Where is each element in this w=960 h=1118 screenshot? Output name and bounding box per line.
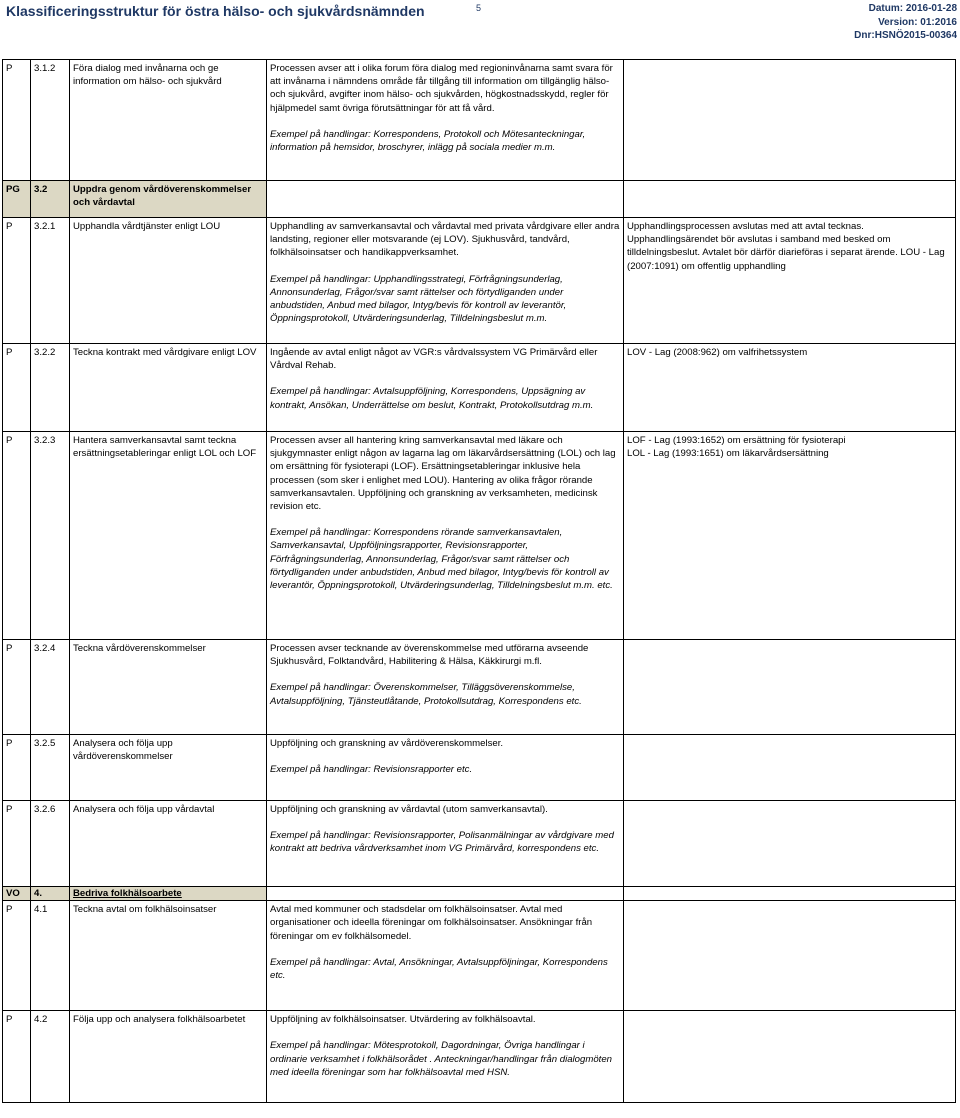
example-documents: Exempel på handlingar: Korrespondens, Protokoll och Mötesanteckningar, information på hemsidor, broschyrer, inlägg på sociala medier m.m. <box>270 128 586 154</box>
row-name: Uppdra genom vårdöverenskommelser och vårdavtal <box>70 181 267 218</box>
row-type: P <box>3 801 31 887</box>
row-code: 3.2 <box>31 181 70 218</box>
row-type: P <box>3 640 31 735</box>
row-description <box>267 801 624 887</box>
document-meta <box>854 2 957 43</box>
document-date: Datum: 2016-01-28 <box>868 3 957 14</box>
example-documents: Exempel på handlingar: Korrespondens rörande samverkansavtalen, Samverkansavtal, Uppföljningsrapporter, Revisionsrapporter, Förfrågningsunderlag, Annonsunderlag, Frågor/svar samt rättelser och förtydliganden under anbudstiden, Anbud med bilagor, Intyg/bevis för kontroll av leverantör, Öppningsprotokoll, Utvärderingsunderlag, Tilldelningsbeslut m.m. etc. <box>270 527 613 592</box>
process-row-3-2-4 <box>3 640 956 735</box>
row-note: Upphandlingsprocessen avslutas med att avtal tecknas. Upphandlingsärendet bör avslutas i samband med besked om tilldelningsbeslut. Avtalet bör därför diarieföras i separat ärende. LOU - Lag (2007:1091) om offentlig upphandling <box>624 218 956 344</box>
example-documents: Exempel på handlingar: Överenskommelser, Tilläggsöverenskommelse, Avtalsuppföljning, Tjänsteutlåtande, Protokollsutdrag, Korrespondens etc. <box>270 682 582 707</box>
row-name: Hantera samverkansavtal samt teckna ersättningsetableringar enligt LOL och LOF <box>70 432 267 640</box>
row-type: PG <box>3 181 31 218</box>
description-text: Avtal med kommuner och stadsdelar om folkhälsoinsatser. Avtal med organisationer och ideella föreningar om folkhälsoinsatser. Ansökningar från föreningar om ev folkhälsomedel. <box>270 904 593 942</box>
process-row-4-2 <box>3 1011 956 1103</box>
example-documents: Exempel på handlingar: Upphandlingsstrategi, Förfrågningsunderlag, Annonsunderlag, Frågor/svar samt rättelser och förtydliganden under anbudstiden, Anbud med bilagor, Intyg/bevis för kontroll av leverantör, Öppningsprotokoll, Utvärderingsunderlag, Tilldelningsbeslut m.m. <box>270 273 567 325</box>
row-type: VO <box>3 887 31 901</box>
description-text: Uppföljning av folkhälsoinsatser. Utvärdering av folkhälsoavtal. <box>270 1014 536 1026</box>
empty-cell <box>267 887 624 901</box>
row-type: P <box>3 60 31 181</box>
process-row-3-2-3 <box>3 432 956 640</box>
process-row-3-2-6 <box>3 801 956 887</box>
row-note <box>624 901 956 1011</box>
row-name: Följa upp och analysera folkhälsoarbetet <box>70 1011 267 1103</box>
row-name: Analysera och följa upp vårdavtal <box>70 801 267 887</box>
page-header <box>0 0 960 45</box>
row-description <box>267 60 624 181</box>
description-text: Processen avser att i olika forum föra dialog med regioninvånarna samt svara för att invånarna i nämndens område får tillgång till information om tillgänglig hälso- och sjukvård, avgifter inom hälso- och sjukvården, högkostnadsskydd, regler för hjälpmedel samt övriga förutsättningar för att få vård. <box>270 63 613 114</box>
document-title: Klassificeringsstruktur för östra hälso- och sjukvårdsnämnden <box>6 3 425 19</box>
document-version: Version: 01:2016 <box>878 16 957 28</box>
row-note <box>624 640 956 735</box>
row-note <box>624 735 956 801</box>
row-type: P <box>3 432 31 640</box>
example-documents: Exempel på handlingar: Revisionsrapporter etc. <box>270 764 473 776</box>
verksamhetsomrade-row-4 <box>3 887 956 901</box>
description-text: Uppföljning och granskning av vårdöverenskommelser. <box>270 738 504 749</box>
process-row-3-2-1 <box>3 218 956 344</box>
document-dnr: Dnr:HSNÖ2015-00364 <box>854 30 957 41</box>
row-type: P <box>3 901 31 1011</box>
description-text: Processen avser tecknande av överenskommelse med utförarna avseende Sjukhusvård, Folktandvård, Habilitering & Hälsa, Käkkirurgi m.fl. <box>270 643 589 668</box>
row-description <box>267 735 624 801</box>
row-code: 3.2.6 <box>31 801 70 887</box>
row-description <box>267 218 624 344</box>
description-text: Upphandling av samverkansavtal och vårdavtal med privata vårdgivare eller andra landsting, regioner eller motsvarande (ej LOV). Sjukhusvård, tandvård, folkhälsoinsatser och handikappverksamhet. <box>270 221 620 259</box>
row-code: 3.1.2 <box>31 60 70 181</box>
classification-table <box>2 59 956 1103</box>
row-code: 4.2 <box>31 1011 70 1103</box>
example-documents: Exempel på handlingar: Avtal, Ansökningar, Avtalsuppföljningar, Korrespondens etc. <box>270 956 608 982</box>
row-description <box>267 1011 624 1103</box>
process-row-3-2-2 <box>3 344 956 432</box>
row-code: 3.2.5 <box>31 735 70 801</box>
row-code: 4. <box>31 887 70 901</box>
description-text: Uppföljning och granskning av vårdavtal (utom samverkansavtal). <box>270 804 548 815</box>
row-name: Teckna avtal om folkhälsoinsatser <box>70 901 267 1011</box>
process-row-4-1 <box>3 901 956 1011</box>
example-documents: Exempel på handlingar: Mötesprotokoll, Dagordningar, Övriga handlingar i ordinarie verksamhet i folkhälsorådet . Anteckningar/handlingar från dialogmöten med ideella föreningar som har folkhälsoavtal med HSN. <box>270 1040 613 1078</box>
process-row-3-1-2 <box>3 60 956 181</box>
row-code: 4.1 <box>31 901 70 1011</box>
description-text: Ingående av avtal enligt något av VGR:s vårdvalssystem VG Primärvård eller Vårdval Rehab. <box>270 347 598 372</box>
row-type: P <box>3 735 31 801</box>
row-description <box>267 432 624 640</box>
row-description <box>267 344 624 432</box>
row-note <box>624 1011 956 1103</box>
empty-cell <box>624 887 956 901</box>
empty-cell <box>267 181 624 218</box>
row-name: Föra dialog med invånarna och ge information om hälso- och sjukvård <box>70 60 267 181</box>
empty-cell <box>624 181 956 218</box>
row-name: Analysera och följa upp vårdöverenskommelser <box>70 735 267 801</box>
row-name: Teckna vårdöverenskommelser <box>70 640 267 735</box>
row-code: 3.2.1 <box>31 218 70 344</box>
process-group-row-3-2 <box>3 181 956 218</box>
example-documents: Exempel på handlingar: Avtalsuppföljning, Korrespondens, Uppsägning av kontrakt, Ansökan, Underrättelse om beslut, Kontrakt, Protokollsutdrag m.m. <box>270 386 594 411</box>
row-type: P <box>3 218 31 344</box>
row-note <box>624 801 956 887</box>
row-description <box>267 640 624 735</box>
row-description <box>267 901 624 1011</box>
row-note: LOF - Lag (1993:1652) om ersättning för fysioterapi LOL - Lag (1993:1651) om läkarvårdsersättning <box>624 432 956 640</box>
row-name: Upphandla vårdtjänster enligt LOU <box>70 218 267 344</box>
row-name: Bedriva folkhälsoarbete <box>70 887 267 901</box>
row-note <box>624 60 956 181</box>
row-note: LOV - Lag (2008:962) om valfrihetssystem <box>624 344 956 432</box>
row-code: 3.2.3 <box>31 432 70 640</box>
row-name: Teckna kontrakt med vårdgivare enligt LOV <box>70 344 267 432</box>
process-row-3-2-5 <box>3 735 956 801</box>
page-number: 5 <box>476 3 482 13</box>
row-code: 3.2.4 <box>31 640 70 735</box>
row-code: 3.2.2 <box>31 344 70 432</box>
row-type: P <box>3 1011 31 1103</box>
example-documents: Exempel på handlingar: Revisionsrapporter, Polisanmälningar av vårdgivare med kontrakt att bedriva vårdverksamhet inom VG Primärvård, korrespondens etc. <box>270 830 614 855</box>
description-text: Processen avser all hantering kring samverkansavtal med läkare och sjukgymnaster enligt någon av lagarna lag om läkarvårdsersättning (LOL) och lag om ersättning för fysioterapi (LOF). Ersättningsetableringar inklusive hela processen (som sker i enlighet med LOU). Hantering av olika frågor rörande samverkansavtalen. Uppföljning och granskning av verksamheten, medicinsk revision etc. <box>270 435 616 513</box>
row-type: P <box>3 344 31 432</box>
